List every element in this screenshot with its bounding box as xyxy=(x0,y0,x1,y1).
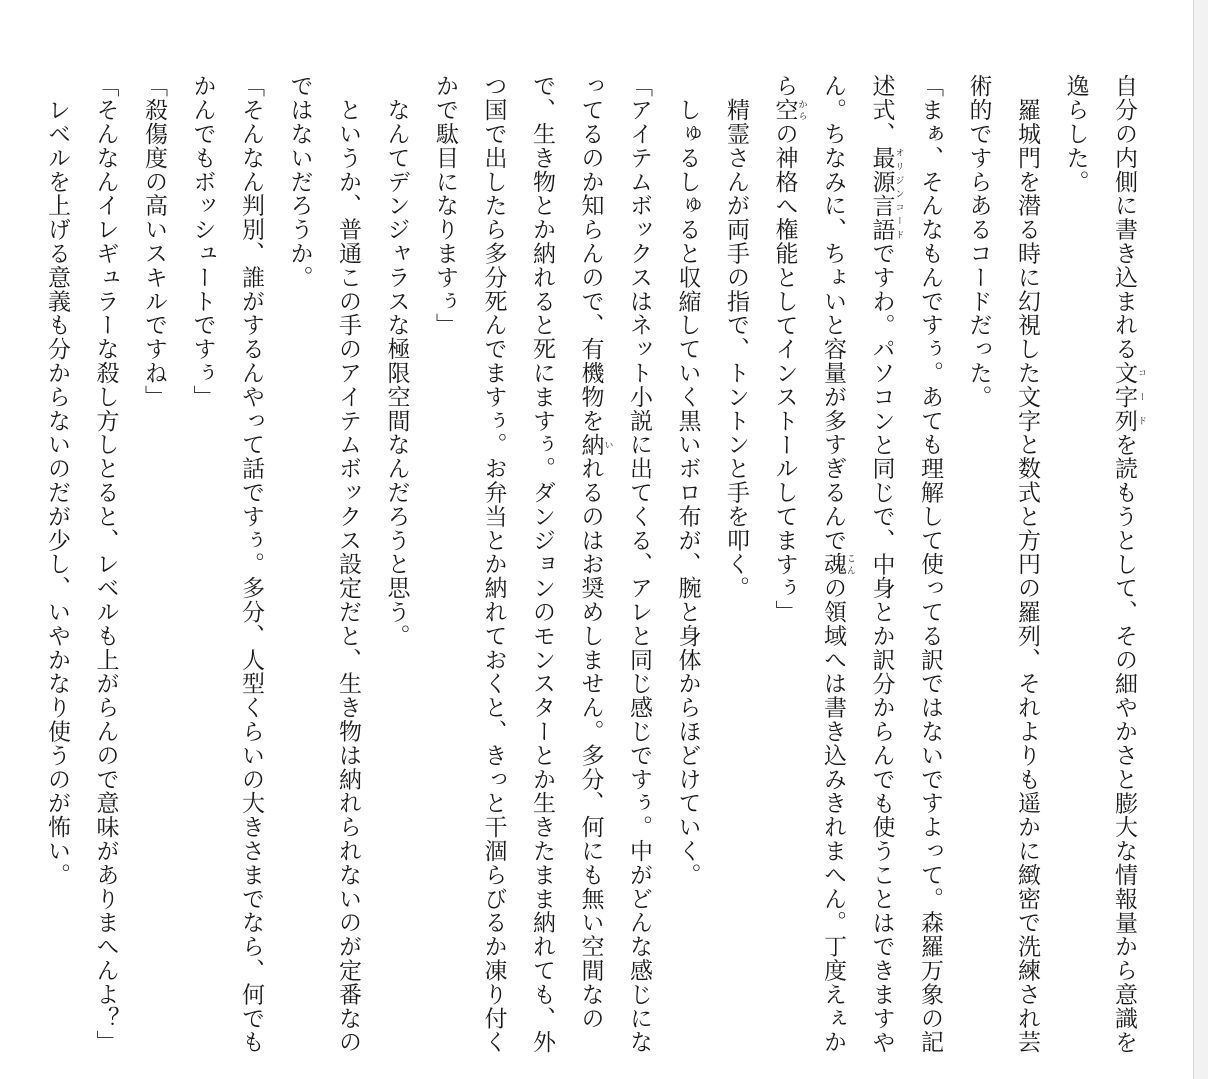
ruby-base: 空 xyxy=(771,97,798,122)
ruby-annotation xyxy=(868,145,904,242)
text-run: 「そんなん判別、誰がするんやって話ですぅ。多分、人型くらいの大きさまでなら、何でもかんでもボッシュートですぅ」 xyxy=(189,74,264,1054)
text-run: 精霊さんが両手の指で、トントンと手を叩く。 xyxy=(723,74,749,600)
paragraph-p1 xyxy=(1051,74,1148,1074)
ruby-reading: い xyxy=(602,432,613,457)
ruby-annotation xyxy=(771,97,807,122)
ruby-annotation xyxy=(577,432,613,457)
paragraph-p8 xyxy=(275,74,372,1074)
paragraph-p12 xyxy=(33,74,82,1074)
text-run: 「アイテムボックスはネット小説に出てくる、アレと同じ感じですぅ。中がどんな感じになってるのか知らんので、有機物を xyxy=(577,74,652,1054)
ruby-base: 魂 xyxy=(820,552,846,576)
paragraph-p4 xyxy=(712,74,761,1074)
paragraph-p5 xyxy=(663,74,712,1074)
text-run: レベルを上げる意義も分からないのだが少し、いやかなり使うのが怖い。 xyxy=(44,74,70,887)
text-run: の領域へは書き込みきれまへん。丁度えぇから xyxy=(771,74,846,1054)
ruby-reading: こん xyxy=(845,552,855,576)
text-run: 羅城門を潜る時に幻視した文字と数式と方円の羅列、それよりも遥かに緻密で洗練され芸術的ですらあるコードだった。 xyxy=(965,74,1040,1054)
text-run: しゅるしゅると収縮していく黒いボロ布が、腕と身体からほどけていく。 xyxy=(674,74,701,887)
page-edge xyxy=(1193,0,1208,1079)
paragraph-p6 xyxy=(421,74,664,1074)
text-run: なんてデンジャラスな極限空間なんだろうと思う。 xyxy=(383,74,410,648)
ruby-reading: オリジンコード xyxy=(893,145,904,242)
text-run: を読もうとして、その細やかさと膨大な情報量から意識を逸らした。 xyxy=(1062,74,1137,1054)
paragraph-p3 xyxy=(760,74,954,1074)
ruby-base: 納 xyxy=(577,432,604,457)
paragraph-p2 xyxy=(954,74,1051,1074)
text-run: 「殺傷度の高いスキルですね」 xyxy=(141,74,167,409)
text-run: の神格へ権能としてインストールしてますぅ」 xyxy=(771,121,798,624)
ruby-reading: から xyxy=(796,97,807,122)
text-run: 「そんなんイレギュラーな殺し方しとると、レベルも上がらんので意味がありまへんよ？」 xyxy=(92,74,119,1054)
paragraph-p7 xyxy=(372,74,421,1074)
text-run: 自分の内側に書き込まれる xyxy=(1111,74,1137,361)
paragraph-p11 xyxy=(81,74,130,1074)
ruby-base: 最源言語 xyxy=(868,145,895,242)
text-run: 「まぁ、そんなもんですぅ。あても理解して使ってる訳ではないですよって。森羅万象の記述式、 xyxy=(868,74,943,1054)
ruby-annotation xyxy=(1111,360,1146,433)
paragraph-p10 xyxy=(130,74,179,1074)
ruby-annotation xyxy=(820,552,855,576)
text-run: ですわ。パソコンと同じで、中身とか訳分からんでも使うことはできますやん。ちなみに、ちょいと容量が多すぎるんで xyxy=(820,74,895,1054)
ruby-reading: コード xyxy=(1136,360,1146,433)
paragraph-p9 xyxy=(178,74,275,1074)
text-run: というか、普通この手のアイテムボックス設定だと、生き物は納れられないのが定番なのではないだろうか。 xyxy=(286,74,361,1054)
novel-page xyxy=(44,74,1148,1074)
ruby-base: 文字列 xyxy=(1111,360,1137,433)
text-run: れるのはお奨めしません。多分、何にも無い空間なので、生き物とか納れると死にますぅ。ダンジョンのモンスターとか生きたまま納れても、外つ国で出したら多分死んでますぅ。お弁当とか納れておくと、きっと干涸らびるか凍り付くかで駄目になりますぅ」 xyxy=(432,74,604,1054)
